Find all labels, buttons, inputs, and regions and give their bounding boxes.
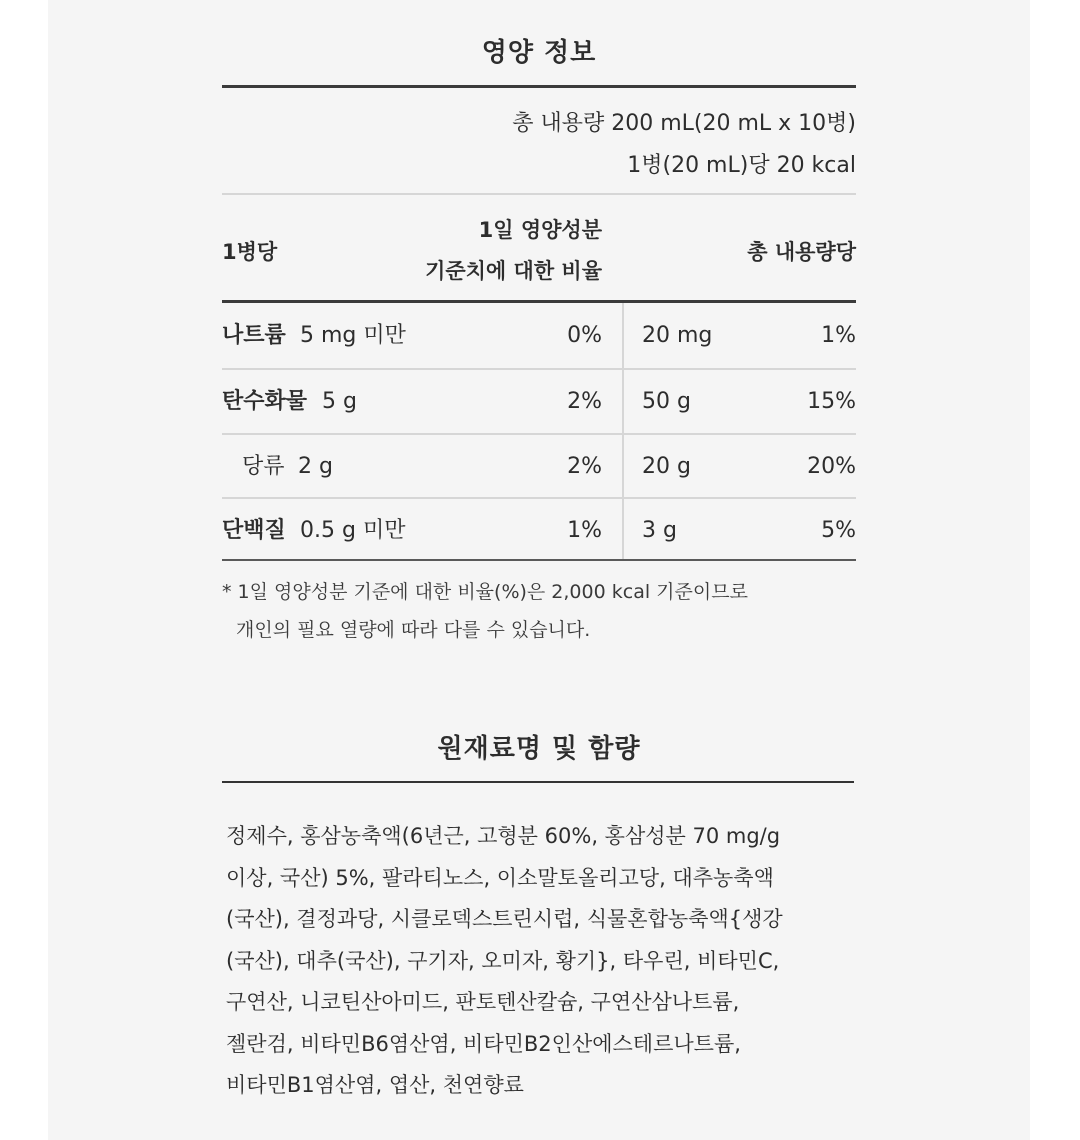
ingredients-line: 비타민B1염산염, 엽산, 천연향료 bbox=[226, 1073, 524, 1097]
nutrient-dv: 1% bbox=[567, 518, 602, 543]
total-dv: 1% bbox=[821, 323, 856, 348]
ingredients-line: 정제수, 홍삼농축액(6년근, 고형분 60%, 홍삼성분 70 mg/g bbox=[226, 824, 781, 848]
header-dv-line1: 1일 영양성분 bbox=[478, 218, 602, 242]
header-per-total: 총 내용량당 bbox=[747, 240, 856, 264]
header-dv-line2: 기준치에 대한 비율 bbox=[425, 259, 602, 283]
header-per-bottle: 1병당 bbox=[222, 240, 278, 264]
total-amount: 20 g bbox=[642, 454, 691, 479]
footnote-line1: * 1일 영양성분 기준에 대한 비율(%)은 2,000 kcal 기준이므로 bbox=[222, 581, 748, 603]
nutrient-amount: 5 mg 미만 bbox=[300, 323, 406, 348]
total-dv: 15% bbox=[807, 389, 856, 414]
nutrient-dv: 2% bbox=[567, 389, 602, 414]
nutrient-name: 나트륨 bbox=[222, 323, 286, 348]
ingredients-line: 구연산, 니코틴산아미드, 판토텐산칼슘, 구연산삼나트륨, bbox=[226, 990, 740, 1014]
column-divider bbox=[622, 303, 624, 561]
header-top-rule bbox=[222, 193, 856, 195]
nutrition-title-rule bbox=[222, 85, 856, 88]
nutrition-title: 영양 정보 bbox=[481, 38, 597, 68]
footnote-line2: 개인의 필요 열량에 따라 다를 수 있습니다. bbox=[236, 619, 591, 641]
total-amount: 3 g bbox=[642, 518, 677, 543]
table-row bbox=[222, 304, 856, 368]
table-bottom-rule bbox=[222, 559, 856, 561]
nutrient-name: 단백질 bbox=[222, 518, 286, 543]
table-row bbox=[222, 435, 856, 499]
total-dv: 20% bbox=[807, 454, 856, 479]
nutrient-amount: 0.5 g 미만 bbox=[300, 518, 406, 543]
table-row bbox=[222, 499, 856, 563]
total-content: 총 내용량 200 mL(20 mL x 10병) bbox=[512, 111, 856, 136]
nutrient-name: 탄수화물 bbox=[222, 389, 308, 414]
nutrient-amount: 5 g bbox=[322, 389, 357, 414]
ingredients-title-rule bbox=[222, 781, 854, 783]
nutrient-name: 당류 bbox=[242, 454, 285, 479]
total-dv: 5% bbox=[821, 518, 856, 543]
nutrient-amount: 2 g bbox=[298, 454, 333, 479]
table-row bbox=[222, 370, 856, 434]
ingredients-line: (국산), 대추(국산), 구기자, 오미자, 황기}, 타우린, 비타민C, bbox=[226, 948, 780, 973]
nutrient-dv: 2% bbox=[567, 454, 602, 479]
total-amount: 20 mg bbox=[642, 323, 713, 348]
ingredients-line: (국산), 결정과당, 시클로덱스트린시럽, 식물혼합농축액{생강 bbox=[226, 907, 783, 931]
ingredients-line: 이상, 국산) 5%, 팔라티노스, 이소말토올리고당, 대추농축액 bbox=[226, 865, 774, 890]
per-serving-calories: 1병(20 mL)당 20 kcal bbox=[627, 153, 856, 178]
nutrient-dv: 0% bbox=[567, 323, 602, 348]
ingredients-list bbox=[226, 816, 866, 1107]
ingredients-title: 원재료명 및 함량 bbox=[437, 734, 641, 764]
total-amount: 50 g bbox=[642, 389, 691, 414]
ingredients-line: 젤란검, 비타민B6염산염, 비타민B2인산에스테르나트륨, bbox=[226, 1031, 741, 1056]
header-bottom-rule bbox=[222, 300, 856, 303]
